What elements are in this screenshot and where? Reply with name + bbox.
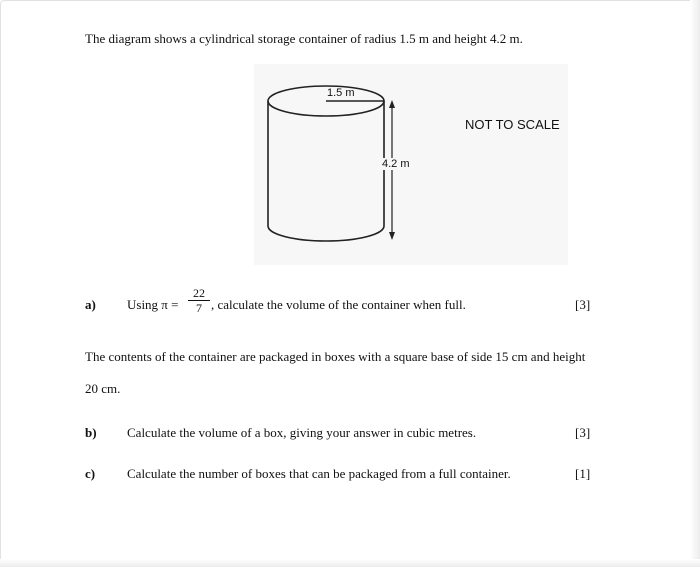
question-b-text: Calculate the volume of a box, giving your answer in cubic metres. [127,425,477,440]
question-c-text: Calculate the number of boxes that can be packaged from a full container. [127,466,511,481]
pi-fraction [188,286,210,315]
question-a-text: , calculate the volume of the container when full. [211,297,466,312]
page-edge-shadow-bottom [0,559,700,567]
question-a-marks: [3] [575,297,591,312]
cylinder-diagram [254,64,568,265]
pi-fraction-denominator: 7 [196,301,202,315]
question-b-label: b) [85,425,97,440]
question-a-prefix: Using π = [127,297,179,312]
question-a-label: a) [85,297,96,312]
cylinder-drawing [254,64,568,265]
not-to-scale-note: NOT TO SCALE [465,117,560,132]
radius-label: 1.5 m [327,87,355,99]
context-line-2: 20 cm. [85,381,121,396]
cylinder-body-outline [268,101,384,241]
question-b-marks: [3] [575,425,591,440]
page-edge-shadow-right [690,0,700,567]
question-c-marks: [1] [575,466,591,481]
height-arrow-top-head [389,100,395,108]
question-c-label: c) [85,466,96,481]
context-line-1: The contents of the container are packaged in boxes with a square base of side 15 cm and height [85,349,586,364]
height-arrow-bottom-head [389,232,395,240]
height-label: 4.2 m [382,158,410,170]
problem-intro: The diagram shows a cylindrical storage container of radius 1.5 m and height 4.2 m. [85,31,523,46]
pi-fraction-numerator: 22 [188,286,210,301]
